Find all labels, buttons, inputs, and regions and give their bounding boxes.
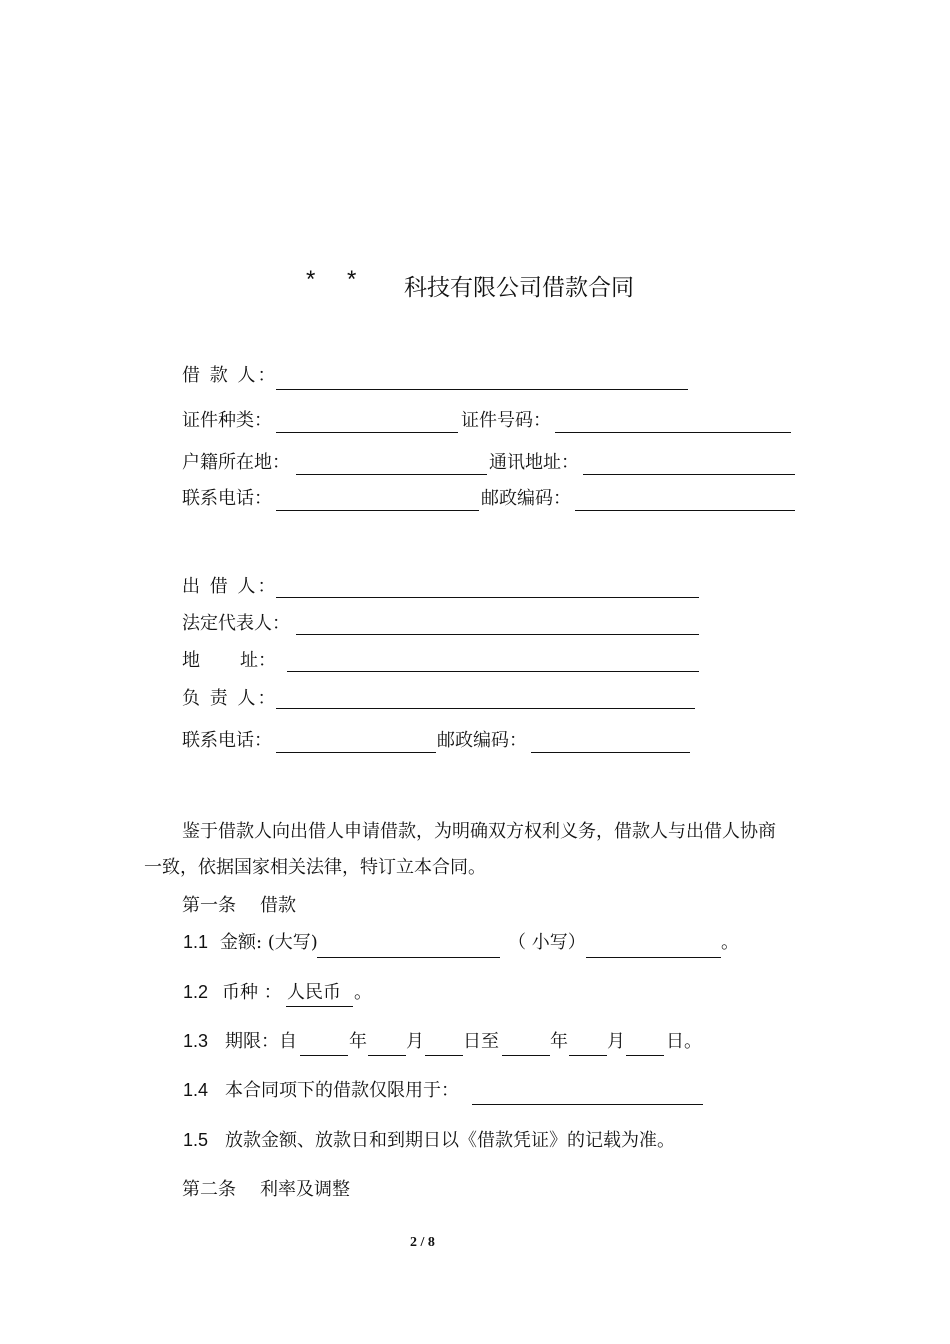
article-1-number: 第一条 bbox=[182, 895, 236, 916]
end-day-field[interactable] bbox=[626, 1055, 664, 1056]
mail-address-field[interactable] bbox=[583, 474, 795, 475]
clause-1-5-text: 放款金额、放款日和到期日以《借款凭证》的记载为准。 bbox=[225, 1130, 675, 1151]
end-month-label: 月 bbox=[607, 1031, 625, 1052]
lender-address-label-1: 地 bbox=[182, 650, 200, 671]
clause-1-3-number: 1.3 bbox=[183, 1031, 209, 1051]
id-number-field[interactable] bbox=[555, 432, 791, 433]
lender-postcode-label: 邮政编码： bbox=[437, 730, 527, 751]
legal-rep-field[interactable] bbox=[296, 634, 699, 635]
start-month-field[interactable] bbox=[368, 1055, 406, 1056]
mail-address-label: 通讯地址： bbox=[489, 452, 579, 473]
borrower-field[interactable] bbox=[276, 389, 688, 390]
start-year-field[interactable] bbox=[300, 1055, 348, 1056]
currency-underline bbox=[286, 1006, 353, 1007]
clause-1-2-number: 1.2 bbox=[183, 982, 209, 1002]
title-star-2: * bbox=[347, 266, 357, 293]
end-year-label: 年 bbox=[550, 1031, 568, 1052]
start-year-label: 年 bbox=[349, 1031, 367, 1052]
clause-1-2-end: 。 bbox=[354, 982, 372, 1003]
clause-1-2-currency-label: 币种 ： bbox=[222, 982, 282, 1003]
amount-figures-field[interactable] bbox=[586, 957, 721, 958]
end-year-field[interactable] bbox=[502, 1055, 550, 1056]
start-month-label: 月 bbox=[406, 1031, 424, 1052]
clause-1-1-small-label: （ 小写） bbox=[508, 932, 586, 953]
article-2-heading: 利率及调整 bbox=[260, 1179, 350, 1200]
legal-rep-label: 法定代表人： bbox=[182, 613, 290, 634]
intro-line-2: 一致，依据国家相关法律，特订立本合同。 bbox=[144, 857, 486, 878]
borrower-postcode-label: 邮政编码： bbox=[481, 488, 571, 509]
article-2-number: 第二条 bbox=[182, 1179, 236, 1200]
article-1-heading: 借款 bbox=[260, 895, 296, 916]
lender-field[interactable] bbox=[276, 597, 699, 598]
end-month-field[interactable] bbox=[569, 1055, 607, 1056]
borrower-phone-label: 联系电话： bbox=[182, 488, 272, 509]
lender-postcode-field[interactable] bbox=[531, 752, 690, 753]
clause-1-1-amount-label: 金额: (大写) bbox=[220, 932, 318, 953]
lender-address-field[interactable] bbox=[287, 671, 699, 672]
person-in-charge-field[interactable] bbox=[276, 708, 695, 709]
loan-purpose-field[interactable] bbox=[472, 1104, 703, 1105]
page-number: 2 / 8 bbox=[410, 1235, 435, 1250]
clause-1-3-term-label: 期限：自 bbox=[225, 1031, 297, 1052]
end-day-label: 日。 bbox=[666, 1031, 702, 1052]
clause-1-1-number: 1.1 bbox=[183, 932, 209, 952]
clause-1-5-number: 1.5 bbox=[183, 1130, 209, 1150]
clause-1-4-purpose-label: 本合同项下的借款仅限用于： bbox=[225, 1080, 459, 1101]
borrower-label: 借 款 人： bbox=[182, 365, 278, 386]
domicile-label: 户籍所在地： bbox=[182, 452, 290, 473]
id-type-field[interactable] bbox=[276, 432, 458, 433]
lender-phone-field[interactable] bbox=[276, 752, 436, 753]
amount-words-field[interactable] bbox=[317, 957, 500, 958]
person-in-charge-label: 负 责 人： bbox=[182, 688, 278, 709]
intro-line-1: 鉴于借款人向出借人申请借款，为明确双方权利义务，借款人与出借人协商 bbox=[182, 821, 776, 842]
id-number-label: 证件号码： bbox=[461, 410, 551, 431]
domicile-field[interactable] bbox=[296, 474, 487, 475]
start-day-field[interactable] bbox=[425, 1055, 463, 1056]
clause-1-4-number: 1.4 bbox=[183, 1080, 209, 1100]
lender-label: 出 借 人： bbox=[182, 576, 278, 597]
lender-address-label-2: 址： bbox=[240, 650, 276, 671]
id-type-label: 证件种类： bbox=[182, 410, 272, 431]
borrower-postcode-field[interactable] bbox=[575, 510, 795, 511]
clause-1-1-end: 。 bbox=[721, 932, 739, 953]
start-day-to-label: 日至 bbox=[463, 1031, 499, 1052]
currency-value: 人民币 bbox=[287, 982, 341, 1003]
lender-phone-label: 联系电话： bbox=[182, 730, 272, 751]
title-star-1: * bbox=[306, 266, 316, 293]
document-title: 科技有限公司借款合同 bbox=[404, 275, 634, 301]
borrower-phone-field[interactable] bbox=[276, 510, 479, 511]
